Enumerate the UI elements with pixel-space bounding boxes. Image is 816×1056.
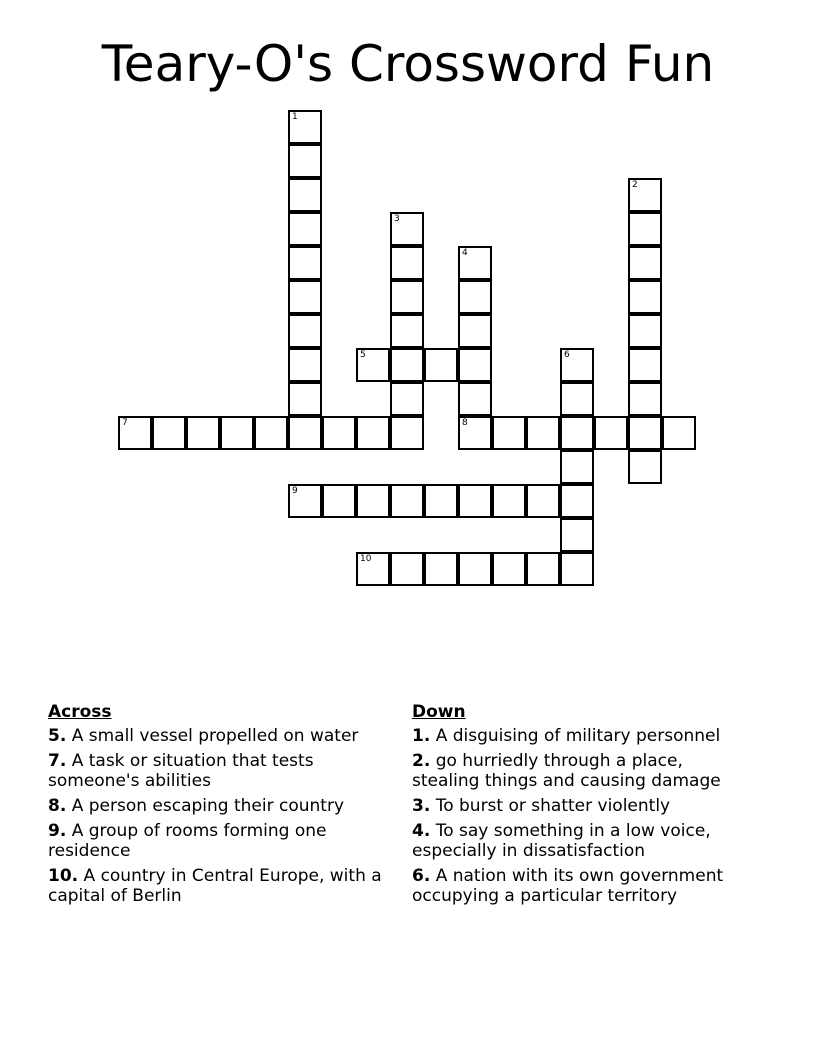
grid-cell[interactable] <box>628 178 662 212</box>
grid-cell[interactable] <box>118 416 152 450</box>
down-heading: Down <box>412 702 466 722</box>
clue-number-label: 4 <box>462 248 468 258</box>
down-clue <box>412 821 752 861</box>
grid-cell[interactable] <box>322 416 356 450</box>
grid-cell[interactable] <box>560 552 594 586</box>
grid-cell[interactable] <box>390 484 424 518</box>
across-clue <box>48 821 388 861</box>
grid-cell[interactable] <box>628 382 662 416</box>
across-clue <box>48 866 388 906</box>
grid-cell[interactable] <box>390 416 424 450</box>
clue-number-label: 5 <box>360 350 366 360</box>
clue-number: 10. <box>48 866 79 886</box>
clue-text: To say something in a low voice, especially in dissatisfaction <box>412 821 711 861</box>
grid-cell[interactable] <box>492 552 526 586</box>
grid-cell[interactable] <box>288 314 322 348</box>
grid-cell[interactable] <box>424 484 458 518</box>
grid-cell[interactable] <box>390 552 424 586</box>
grid-cell[interactable] <box>492 484 526 518</box>
clue-number: 7. <box>48 751 67 771</box>
grid-cell[interactable] <box>390 280 424 314</box>
clue-number: 8. <box>48 796 67 816</box>
grid-cell[interactable] <box>288 246 322 280</box>
page-title: Teary-O's Crossword Fun <box>101 35 715 93</box>
grid-cell[interactable] <box>458 484 492 518</box>
grid-cell[interactable] <box>288 416 322 450</box>
clue-number: 5. <box>48 726 67 746</box>
clue-number: 2. <box>412 751 431 771</box>
down-clues <box>412 702 752 911</box>
grid-cell[interactable] <box>356 348 390 382</box>
across-clue <box>48 796 388 816</box>
clue-number: 3. <box>412 796 431 816</box>
grid-cell[interactable] <box>458 348 492 382</box>
across-clue <box>48 726 388 746</box>
grid-cell[interactable] <box>458 280 492 314</box>
grid-cell[interactable] <box>526 484 560 518</box>
grid-cell[interactable] <box>424 348 458 382</box>
clue-number-label: 8 <box>462 418 468 428</box>
clue-text: A nation with its own government occupying a particular territory <box>412 866 724 906</box>
grid-cell[interactable] <box>288 178 322 212</box>
across-clue <box>48 751 388 791</box>
grid-cell[interactable] <box>390 246 424 280</box>
clue-number: 1. <box>412 726 431 746</box>
grid-cell[interactable] <box>254 416 288 450</box>
grid-cell[interactable] <box>560 484 594 518</box>
grid-cell[interactable] <box>628 450 662 484</box>
clue-number-label: 2 <box>632 180 638 190</box>
clue-text: To burst or shatter violently <box>435 796 671 816</box>
grid-cell[interactable] <box>628 416 662 450</box>
grid-cell[interactable] <box>390 348 424 382</box>
grid-cell[interactable] <box>288 212 322 246</box>
clue-number-label: 9 <box>292 486 298 496</box>
grid-cell[interactable] <box>288 280 322 314</box>
down-clue <box>412 751 752 791</box>
clue-text: A disguising of military personnel <box>435 726 721 746</box>
grid-cell[interactable] <box>594 416 628 450</box>
grid-cell[interactable] <box>288 144 322 178</box>
clue-number: 4. <box>412 821 431 841</box>
grid-cell[interactable] <box>356 484 390 518</box>
grid-cell[interactable] <box>322 484 356 518</box>
grid-cell[interactable] <box>288 382 322 416</box>
grid-cell[interactable] <box>220 416 254 450</box>
grid-cell[interactable] <box>628 280 662 314</box>
across-heading: Across <box>48 702 112 722</box>
grid-cell[interactable] <box>628 314 662 348</box>
down-clue <box>412 726 752 746</box>
grid-cell[interactable] <box>356 552 390 586</box>
grid-cell[interactable] <box>152 416 186 450</box>
grid-cell[interactable] <box>560 382 594 416</box>
grid-cell[interactable] <box>458 552 492 586</box>
grid-cell[interactable] <box>458 314 492 348</box>
clue-text: A person escaping their country <box>71 796 345 816</box>
grid-cell[interactable] <box>390 314 424 348</box>
clue-number-label: 1 <box>292 112 298 122</box>
across-clues <box>48 702 388 911</box>
clue-number-label: 6 <box>564 350 570 360</box>
clue-number-label: 3 <box>394 214 400 224</box>
clue-number: 6. <box>412 866 431 886</box>
grid-cell[interactable] <box>628 246 662 280</box>
grid-cell[interactable] <box>628 348 662 382</box>
grid-cell[interactable] <box>288 110 322 144</box>
down-clue <box>412 796 752 816</box>
grid-cell[interactable] <box>424 552 458 586</box>
grid-cell[interactable] <box>288 348 322 382</box>
clue-text: A group of rooms forming one residence <box>48 821 327 861</box>
clue-number: 9. <box>48 821 67 841</box>
grid-cell[interactable] <box>356 416 390 450</box>
grid-cell[interactable] <box>628 212 662 246</box>
grid-cell[interactable] <box>560 518 594 552</box>
grid-cell[interactable] <box>288 484 322 518</box>
clue-text: go hurriedly through a place, stealing things and causing damage <box>412 751 721 791</box>
grid-cell[interactable] <box>458 382 492 416</box>
grid-cell[interactable] <box>560 450 594 484</box>
clue-text: A task or situation that tests someone's abilities <box>48 751 314 791</box>
clue-number-label: 10 <box>360 554 372 564</box>
grid-cell[interactable] <box>526 552 560 586</box>
clue-number-label: 7 <box>122 418 128 428</box>
grid-cell[interactable] <box>390 382 424 416</box>
grid-cell[interactable] <box>560 348 594 382</box>
grid-cell[interactable] <box>492 416 526 450</box>
grid-cell[interactable] <box>662 416 696 450</box>
down-clue <box>412 866 752 906</box>
clue-text: A country in Central Europe, with a capital of Berlin <box>48 866 382 906</box>
grid-cell[interactable] <box>390 212 424 246</box>
grid-cell[interactable] <box>458 246 492 280</box>
grid-cell[interactable] <box>186 416 220 450</box>
grid-cell[interactable] <box>458 416 492 450</box>
grid-cell[interactable] <box>526 416 560 450</box>
clue-text: A small vessel propelled on water <box>71 726 359 746</box>
grid-cell[interactable] <box>560 416 594 450</box>
